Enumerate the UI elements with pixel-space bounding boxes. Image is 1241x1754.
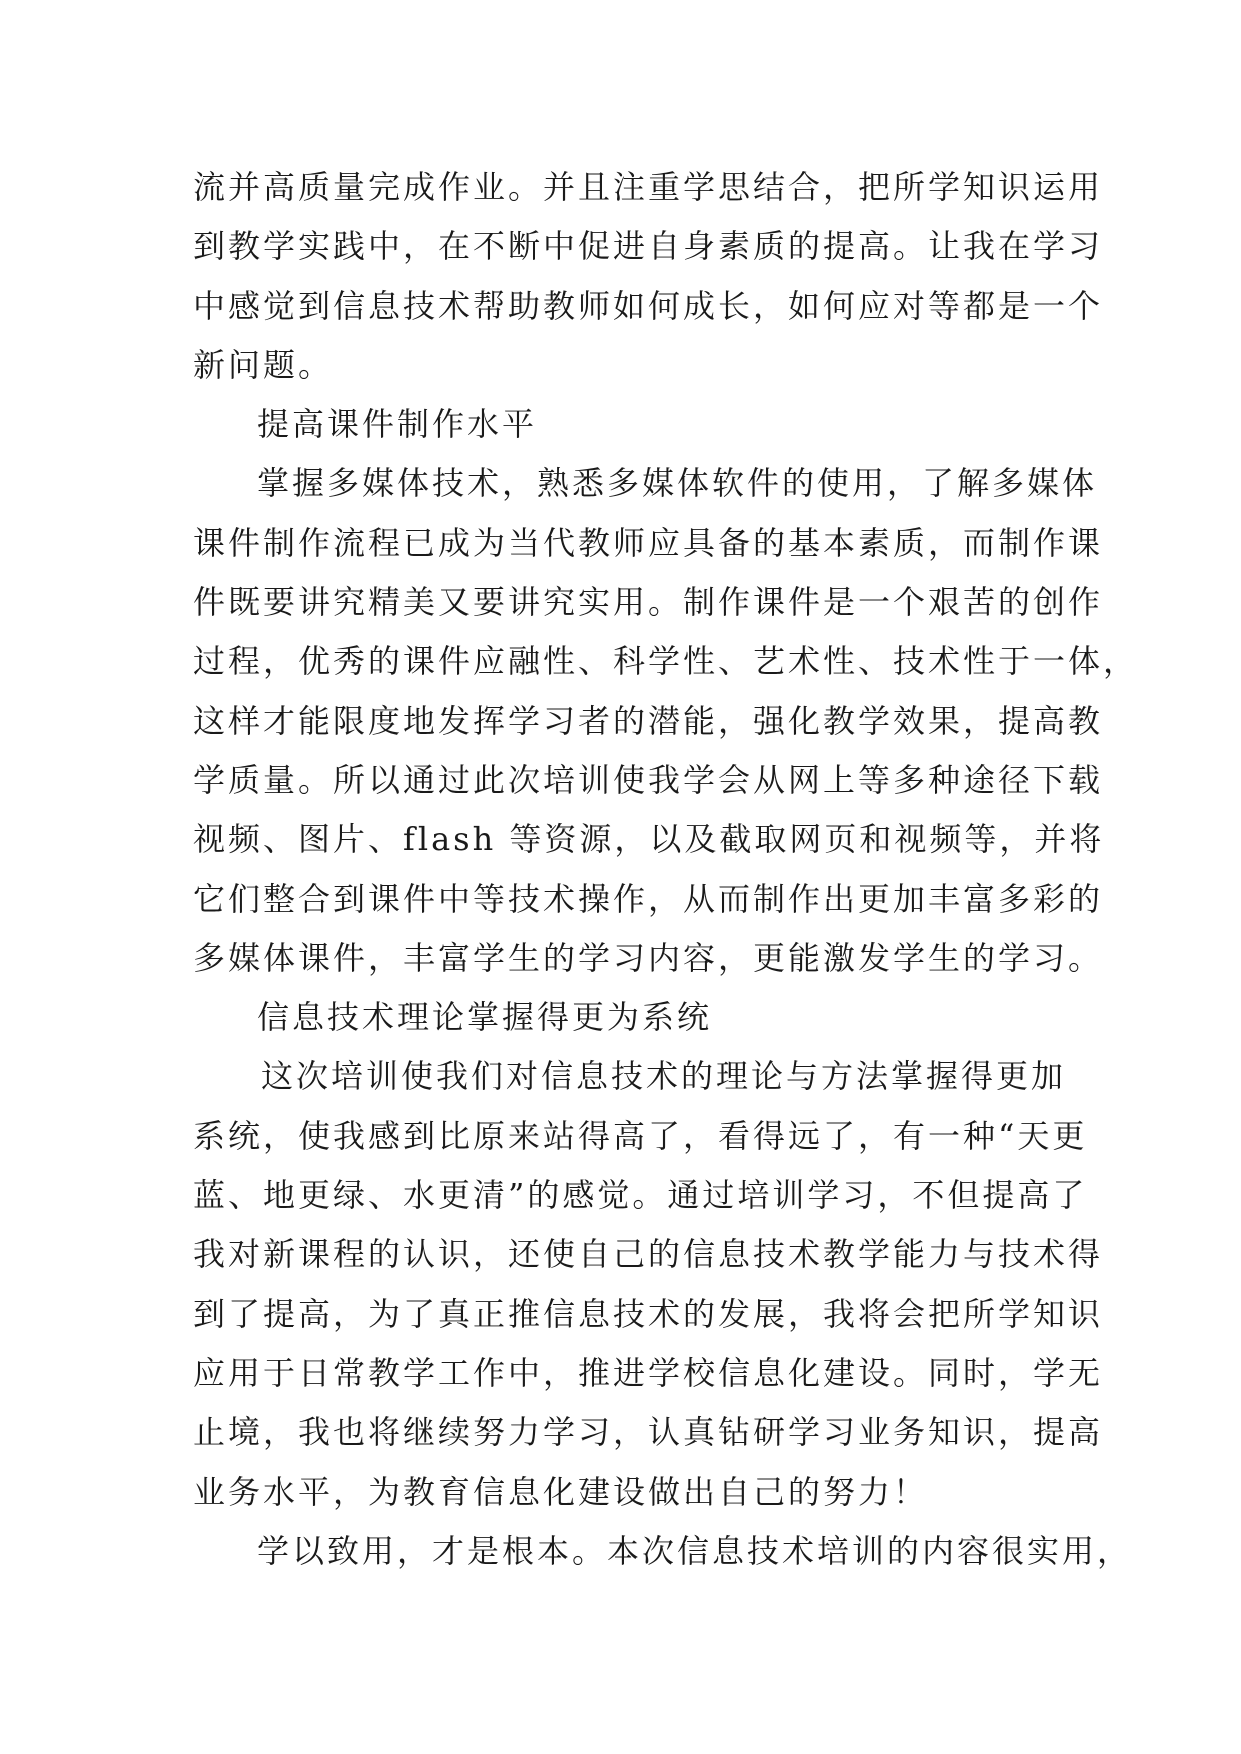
section-heading: 信息技术理论掌握得更为系统 (257, 998, 713, 1037)
paragraph-line: 课件制作流程已成为当代教师应具备的基本素质，而制作课 (193, 523, 1104, 562)
paragraph-line: 视频、图片、flash 等资源，以及截取网页和视频等，并将 (193, 820, 1105, 859)
paragraph-line: 这样才能限度地发挥学习者的潜能，强化教学效果，提高教 (193, 701, 1104, 740)
paragraph-line: 这次培训使我们对信息技术的理论与方法掌握得更加 (261, 1057, 1067, 1096)
paragraph-line: 它们整合到课件中等技术操作，从而制作出更加丰富多彩的 (193, 879, 1104, 918)
paragraph-line: 掌握多媒体技术，熟悉多媒体软件的使用，了解多媒体 (257, 464, 1098, 503)
paragraph-line: 流并高质量完成作业。并且注重学思结合，把所学知识运用 (193, 168, 1104, 206)
paragraph-line: 中感觉到信息技术帮助教师如何成长，如何应对等都是一个 (193, 286, 1104, 325)
paragraph-line: 止境，我也将继续努力学习，认真钻研学习业务知识，提高 (193, 1413, 1104, 1452)
paragraph-line: 业务水平，为教育信息化建设做出自己的努力！ (193, 1472, 929, 1511)
paragraph-line: 多媒体课件，丰富学生的学习内容，更能激发学生的学习。 (193, 938, 1104, 977)
paragraph-line: 新问题。 (193, 345, 334, 384)
paragraph-line: 我对新课程的认识，还使自己的信息技术教学能力与技术得 (193, 1235, 1104, 1274)
paragraph-line: 件既要讲究精美又要讲究实用。制作课件是一个艰苦的创作 (193, 583, 1104, 622)
paragraph-line: 学以致用，才是根本。本次信息技术培训的内容很实用， (257, 1531, 1133, 1570)
paragraph-line: 学质量。所以通过此次培训使我学会从网上等多种途径下载 (193, 760, 1104, 799)
paragraph-line: 到了提高，为了真正推信息技术的发展，我将会把所学知识 (193, 1294, 1104, 1333)
paragraph-line: 应用于日常教学工作中，推进学校信息化建设。同时，学无 (193, 1353, 1104, 1392)
paragraph-line: 到教学实践中，在不断中促进自身素质的提高。让我在学习 (193, 227, 1104, 266)
section-heading: 提高课件制作水平 (257, 405, 538, 444)
document-body (193, 158, 1139, 1581)
paragraph-line: 蓝、地更绿、水更清”的感觉。通过培训学习，不但提高了 (193, 1176, 1088, 1215)
paragraph-line: 系统，使我感到比原来站得高了，看得远了，有一种“天更 (193, 1116, 1088, 1155)
paragraph-line: 过程，优秀的课件应融性、科学性、艺术性、技术性于一体， (193, 642, 1139, 681)
